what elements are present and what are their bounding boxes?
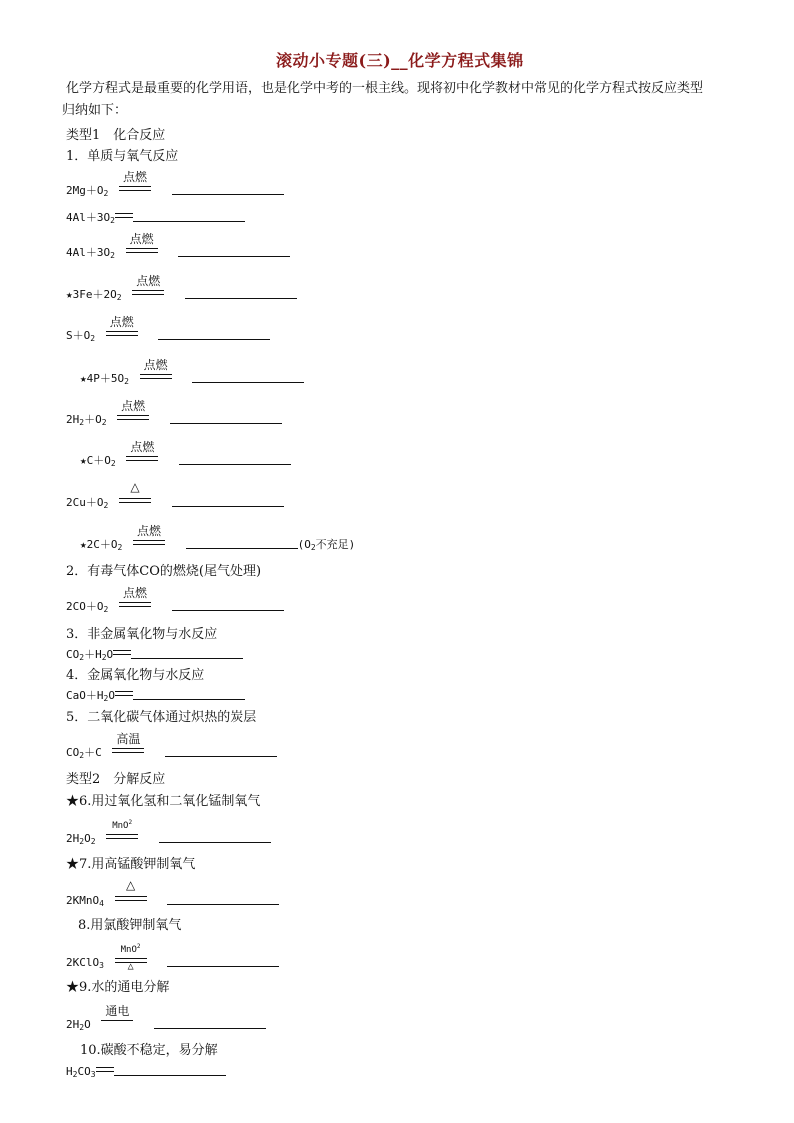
equation-h2o-electrolysis: $2H_2O$ 通电 — [66, 1008, 266, 1032]
equation-2c: $★2C+O_2$ 点燃 ($O_2$不充足) — [80, 524, 356, 552]
section-4-heading: 4．金属氧化物与水反应 — [66, 668, 205, 683]
equation-al-ignite: $4Al+3O_2$ 点燃 — [66, 236, 290, 260]
equation-s: $S+O_2$ 点燃 — [66, 319, 270, 343]
intro-line-2: 归纳如下： — [62, 103, 128, 118]
answer-blank[interactable] — [159, 830, 271, 843]
equation-fe: $★3Fe+2O_2$ 点燃 — [66, 278, 297, 302]
answer-blank[interactable] — [172, 182, 284, 195]
equation-co: $2CO+O_2$ 点燃 — [66, 590, 284, 614]
answer-blank[interactable] — [165, 744, 277, 757]
section-6-heading: ★6.用过氧化氢和二氧化锰制氧气 — [66, 794, 261, 809]
section-10-heading: 10.碳酸不稳定，易分解 — [80, 1043, 218, 1058]
answer-blank[interactable] — [170, 411, 282, 424]
intro-line-1: 化学方程式是最重要的化学用语，也是化学中考的一根主线。现将初中化学教材中常见的化学方程式按反应类型 — [66, 81, 704, 96]
equation-kclo3: 2KClO$_3$ MnO$^2$ △ — [66, 946, 279, 970]
answer-blank[interactable] — [154, 1016, 266, 1029]
section-2-heading: 2．有毒气体CO的燃烧(尾气处理) — [66, 564, 262, 579]
answer-blank[interactable] — [158, 327, 270, 340]
page-title: 滚动小专题(三)__化学方程式集锦 — [276, 51, 524, 70]
answer-blank[interactable] — [185, 286, 297, 299]
answer-blank[interactable] — [178, 244, 290, 257]
equation-c: $★C+O_2$ 点燃 — [80, 444, 291, 468]
equation-p: $★4P+5O_2$ 点燃 — [80, 362, 304, 386]
equation-co2-c: $CO_2+C$ 高温 — [66, 736, 277, 760]
equation-al-room: $4Al+3O_2$ — [66, 209, 245, 225]
answer-blank[interactable] — [114, 1063, 226, 1076]
equation-co2-h2o: $CO_2+H_2O$ — [66, 646, 243, 662]
answer-blank[interactable] — [186, 536, 298, 549]
equation-h2o2: $2H_2O_2$ MnO$^2$ — [66, 822, 271, 846]
section-3-heading: 3．非金属氧化物与水反应 — [66, 627, 218, 642]
equation-kmno4: 2KMnO$_4$ △ — [66, 884, 279, 908]
answer-blank[interactable] — [172, 598, 284, 611]
equation-cao-h2o: $CaO+H_2O$ — [66, 687, 245, 703]
equation-mg: $2Mg+O_2$ 点燃 — [66, 174, 284, 198]
answer-blank[interactable] — [167, 954, 279, 967]
answer-blank[interactable] — [172, 494, 284, 507]
section-1-heading: 1．单质与氧气反应 — [66, 149, 179, 164]
answer-blank[interactable] — [192, 370, 304, 383]
equation-cu: $2Cu+O_2$ △ — [66, 486, 284, 510]
answer-blank[interactable] — [133, 687, 245, 700]
section-7-heading: ★7.用高锰酸钾制氧气 — [66, 857, 196, 872]
equation-h2co3: $H_2CO_3$ — [66, 1063, 226, 1079]
answer-blank[interactable] — [133, 209, 245, 222]
answer-blank[interactable] — [167, 892, 279, 905]
condition-ignite: 点燃 — [118, 174, 152, 196]
type1-heading: 类型1 化合反应 — [66, 128, 166, 143]
section-9-heading: ★9.水的通电分解 — [66, 980, 170, 995]
equation-h2: $2H_2+O_2$ 点燃 — [66, 403, 282, 427]
answer-blank[interactable] — [179, 452, 291, 465]
answer-blank[interactable] — [131, 646, 243, 659]
type2-heading: 类型2 分解反应 — [66, 772, 166, 787]
section-8-heading: 8.用氯酸钾制氧气 — [78, 918, 182, 933]
section-5-heading: 5．二氧化碳气体通过炽热的炭层 — [66, 710, 257, 725]
